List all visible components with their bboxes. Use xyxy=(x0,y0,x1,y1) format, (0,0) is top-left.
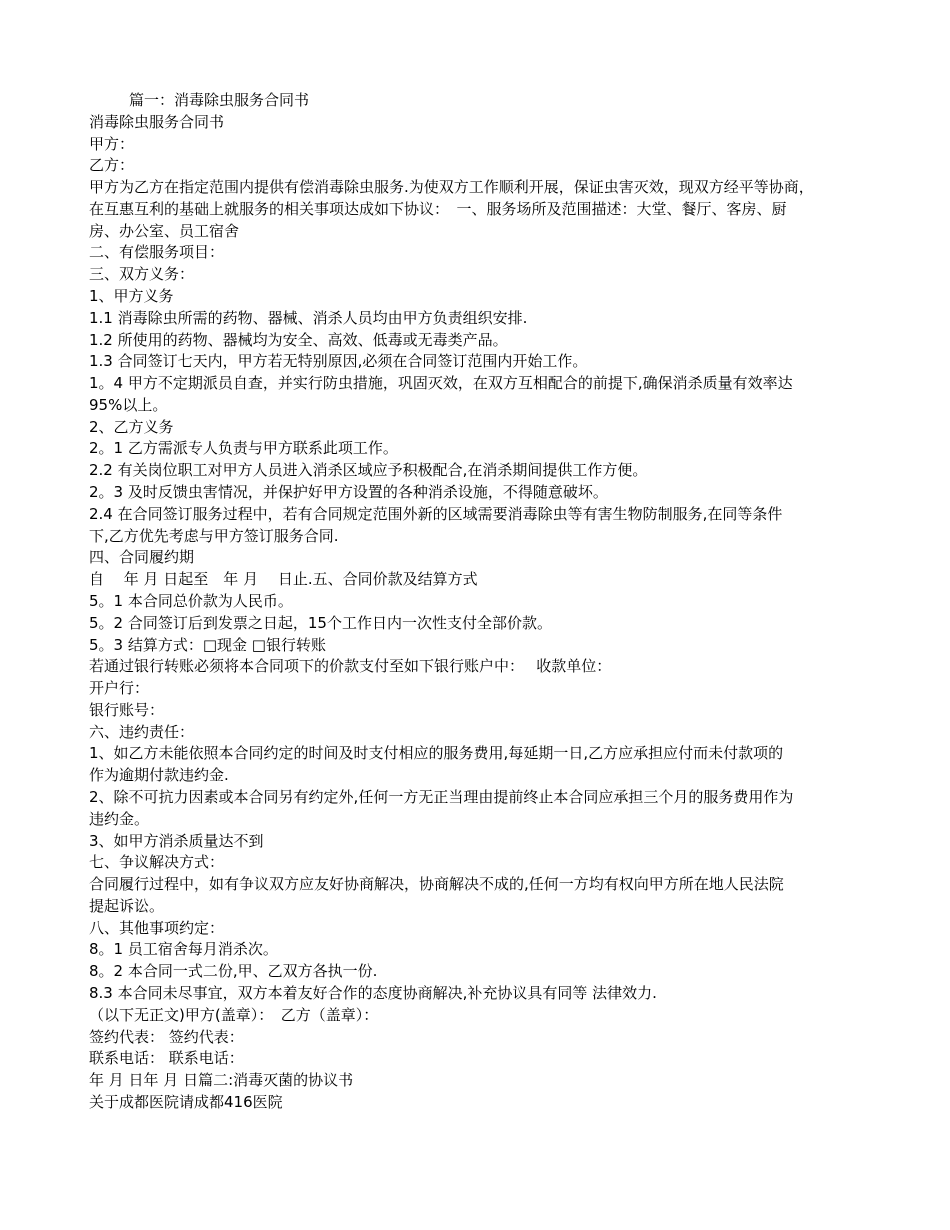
text-line: 银行账号： xyxy=(89,700,165,719)
text-line: 5。3 结算方式：□现金 □银行转账 xyxy=(89,635,326,654)
text-line: 2、乙方义务 xyxy=(89,417,174,436)
text-line: 二、有偿服务项目： xyxy=(89,243,225,262)
text-line: 八、其他事项约定： xyxy=(89,918,225,937)
document-title-line: 篇一：消毒除虫服务合同书 xyxy=(129,91,310,109)
text-line: 2。1 乙方需派专人负责与甲方联系此项工作。 xyxy=(89,439,398,458)
text-line: 5。1 本合同总价款为人民币。 xyxy=(89,591,293,610)
text-line: 1。4 甲方不定期派员自查，并实行防虫措施，巩固灭效，在双方互相配合的前提下,确保消杀质量有效率达 xyxy=(89,374,793,393)
text-line: 2、除不可抗力因素或本合同另有约定外,任何一方无正当理由提前终止本合同应承担三个月的服务费用作为 xyxy=(89,787,794,806)
text-line: 自 年 月 日起至 年 月 日止.五、合同价款及结算方式 xyxy=(89,570,478,589)
text-line: 提起诉讼。 xyxy=(89,896,165,915)
text-line: 1.3 合同签订七天内，甲方若无特别原因,必须在合同签订范围内开始工作。 xyxy=(89,352,588,371)
text-line: 2.4 在合同签订服务过程中，若有合同规定范围外新的区域需要消毒除虫等有害生物防制服务,在同等条件 xyxy=(89,504,783,523)
text-line: 5。2 合同签订后到发票之日起，15个工作日内一次性支付全部价款。 xyxy=(89,613,552,632)
text-line: 消毒除虫服务合同书 xyxy=(89,112,225,131)
text-line: 乙方： xyxy=(89,156,135,175)
text-line: 95%以上。 xyxy=(89,395,168,414)
text-line: 三、双方义务： xyxy=(89,265,195,284)
text-line: 下,乙方优先考虑与甲方签订服务合同. xyxy=(89,526,339,545)
text-line: 2。3 及时反馈虫害情况，并保护好甲方设置的各种消杀设施，不得随意破坏。 xyxy=(89,483,608,502)
text-line: 违约金。 xyxy=(89,809,150,828)
text-line: 若通过银行转账必须将本合同项下的价款支付至如下银行账户中： 收款单位： xyxy=(89,657,612,676)
text-line: 3、如甲方消杀质量达不到 xyxy=(89,831,264,850)
text-line: 2.2 有关岗位职工对甲方人员进入消杀区域应予积极配合,在消杀期间提供工作方便。 xyxy=(89,461,648,480)
text-line: 甲方为乙方在指定范围内提供有偿消毒除虫服务.为使双方工作顺利开展，保证虫害灭效，现双方经平等协商， xyxy=(89,178,814,197)
text-line: 在互惠互利的基础上就服务的相关事项达成如下协议： 一、服务场所及范围描述：大堂、餐厅、客房、厨 xyxy=(89,199,787,218)
text-line: 8.3 本合同未尽事宜，双方本着友好合作的态度协商解决,补充协议具有同等 法律效力. xyxy=(89,983,657,1002)
text-line: 联系电话： 联系电话： xyxy=(89,1049,244,1068)
text-line: （以下无正文)甲方(盖章）： 乙方（盖章）： xyxy=(89,1005,379,1024)
text-line: 合同履行过程中，如有争议双方应友好协商解决，协商解决不成的,任何一方均有权向甲方所在地人民法院 xyxy=(89,875,784,894)
text-line: 1.1 消毒除虫所需的药物、器械、消杀人员均由甲方负责组织安排. xyxy=(89,308,528,327)
text-line: 四、合同履约期 xyxy=(89,548,195,567)
text-line: 1、甲方义务 xyxy=(89,287,174,306)
text-line: 8。1 员工宿舍每月消杀次。 xyxy=(89,940,278,959)
text-line: 签约代表： 签约代表： xyxy=(89,1027,244,1046)
text-line: 六、违约责任： xyxy=(89,722,195,741)
text-line: 8。2 本合同一式二份,甲、乙双方各执一份. xyxy=(89,962,378,981)
text-line: 甲方： xyxy=(89,134,135,153)
text-line: 1.2 所使用的药物、器械均为安全、高效、低毒或无毒类产品。 xyxy=(89,330,508,349)
text-line: 1、如乙方未能依照本合同约定的时间及时支付相应的服务费用,每延期一日,乙方应承担应付而未付款项的 xyxy=(89,744,784,763)
text-line: 开户行： xyxy=(89,679,150,698)
text-line: 年 月 日年 月 日篇二:消毒灭菌的协议书 xyxy=(89,1071,354,1090)
text-line: 房、办公室、员工宿舍 xyxy=(89,221,240,240)
text-line: 关于成都医院请成都416医院 xyxy=(89,1092,283,1111)
text-line: 作为逾期付款违约金. xyxy=(89,766,229,785)
text-line: 七、争议解决方式： xyxy=(89,853,225,872)
